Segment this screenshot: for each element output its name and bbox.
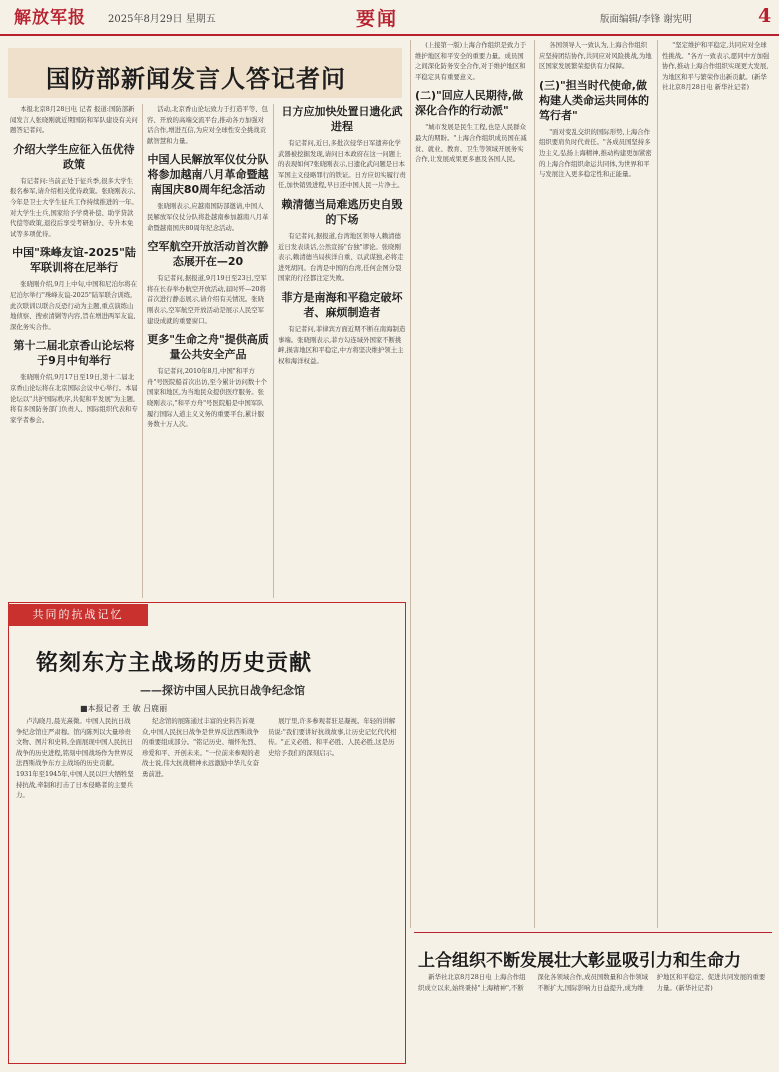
bottom-article-body <box>418 972 768 1066</box>
subhead-south-china-sea: 菲方是南海和平稳定破坏者、麻烦制造者 <box>281 290 403 319</box>
headline: 国防部新闻发言人答记者问 <box>46 65 346 93</box>
feature-byline: ■本报记者 王 敏 吕鹿丽 <box>80 704 168 713</box>
paragraph: 张晓刚表示,应越南国防部邀请,中国人民解放军仪仗分队将赴越南参加越南八月革命暨越南国庆80周年纪念活动。 <box>147 202 269 232</box>
bottom-article-title: 上合组织不断发展壮大彰显吸引力和生命力 <box>418 951 741 971</box>
section-divider <box>414 932 772 933</box>
feature-column-2 <box>142 716 260 1056</box>
page-number: 4 <box>758 5 772 27</box>
feature-column-3 <box>268 716 398 1056</box>
paragraph: 纪念馆的展陈通过丰富的史料告诉观众,中国人民抗日战争是世界反法西斯战争的重要组成部分。"铭记历史、缅怀先烈、珍爱和平、开创未来。"一位前来参观的老战士说,伟大抗战精神永远激励中华儿女奋勇前进。 <box>142 717 260 778</box>
paragraph: 有记者问,近日,多批次侵华日军遗弃化学武器被挖掘发现,请问日本政府在这一问题上的表现如何?张晓刚表示,日遗化武问题是日本军国主义侵略罪行的铁证。日方应切实履行责任,加快销毁进程,早日还中国人民一片净土。 <box>278 139 406 190</box>
feature-title: 铭刻东方主战场的历史贡献 <box>36 651 313 676</box>
subhead-conscription: 介绍大学生应征入伍优待政策 <box>13 142 135 171</box>
headline-banner <box>8 48 402 98</box>
column-divider <box>273 104 274 598</box>
subhead-era-mission: (三)"担当时代使命,做构建人类命运共同体的笃行者" <box>539 78 649 122</box>
article-column-2 <box>147 104 269 599</box>
feature-subtitle: ——探访中国人民抗日战争纪念馆 <box>140 684 305 697</box>
paragraph: 有记者问,据报道,9月19日至23日,空军将在长春举办航空开放活动,届时歼—20将首次进行静态展示,请介绍有关情况。张晓刚表示,空军航空开放活动是展示人民空军建设成就的重要窗口。 <box>147 274 267 325</box>
article-column-4 <box>415 40 529 926</box>
subhead-airshow: 空军航空开放活动首次静态展开在—20 <box>147 240 269 269</box>
paragraph: "城市发展是民生工程,也是人民群众最大的期盼。"上海合作组织成员国在减贫、就业、教育、卫生等领域开展务实合作,让发展成果更多惠及各国人民。 <box>415 123 527 164</box>
paragraph: (上接第一版)上海合作组织是致力于维护地区和平安全的重要力量。成员国之间深化防务安全合作,对于维护地区和平稳定具有重要意义。 <box>415 41 527 81</box>
paragraph: 有记者问,菲律宾方面近期不断在南海制造事端。张晓刚表示,菲方勾连域外国家不断挑衅,损害地区和平稳定,中方将坚决维护领土主权和海洋权益。 <box>278 324 406 365</box>
paragraph: "面对变乱交织的国际形势,上海合作组织要肩负时代责任。"各成员国坚持多边主义,弘扬上海精神,推动构建更加紧密的上海合作组织命运共同体,为世界和平与发展注入更多稳定性和正能量。 <box>539 127 652 179</box>
paragraph: "坚定维护和平稳定,共同应对全球性挑战。"各方一致表示,愿同中方加强协作,推动上海合作组织实现更大发展,为地区和平与繁荣作出新贡献。(新华社北京8月28日电 新华社记者) <box>662 41 770 92</box>
section-title: 要闻 <box>356 8 399 30</box>
paragraph: 各国领导人一致认为,上海合作组织应坚持团结协作,共同应对风险挑战,为地区国家发展繁荣提供有力保障。 <box>539 41 652 71</box>
paragraph: 有记者问:当前正处于征兵季,很多大学生报名参军,请介绍相关优待政策。张晓刚表示,今年是卫士大学生征兵工作持续推进的一年。对大学生士兵,国家给予学费补偿、助学贷款代偿等政策,退役后享受考研加分、专升本免试等多项优待。 <box>10 176 138 238</box>
article-column-5 <box>539 40 653 926</box>
feature-tag: 共同的抗战记忆 <box>8 604 148 626</box>
subhead-people-expectation: (二)"回应人民期待,做深化合作的行动派" <box>415 89 523 118</box>
subhead-taiwan: 赖清德当局难逃历史自毁的下场 <box>281 197 403 226</box>
column-divider <box>410 40 411 928</box>
column-divider <box>534 40 535 928</box>
column-divider <box>142 104 143 598</box>
paragraph: 活动,北京香山论坛致力于打造平等、包容、开放的高端交流平台,推动各方加强对话合作,增进互信,为应对全球性安全挑战贡献智慧和力量。 <box>147 105 268 145</box>
subhead-nepal-exercise: 中国"珠峰友谊-2025"陆军联训将在尼举行 <box>12 246 136 275</box>
feature-column-1 <box>16 716 134 1056</box>
newspaper-logo: 解放军报 <box>14 8 86 28</box>
subhead-peace-ark: 更多"生命之舟"提供高质量公共安全产品 <box>147 333 269 362</box>
article-column-6 <box>662 40 772 926</box>
subhead-honor-guard: 中国人民解放军仪仗分队将参加越南八月革命暨越南国庆80周年纪念活动 <box>147 153 269 197</box>
column-divider <box>657 40 658 928</box>
intro-paragraph: 本报北京8月28日电 记者 报道:国防部新闻发言人张晓刚就近期国防和军队建设有关问题答记者问。 <box>10 105 138 135</box>
subhead-xiangshan-forum: 第十二届北京香山论坛将于9月中旬举行 <box>13 339 135 368</box>
page-editors: 版面编辑/李锋 谢宪明 <box>600 14 692 25</box>
issue-date: 2025年8月29日 星期五 <box>108 14 216 25</box>
article-column-3 <box>278 104 406 599</box>
paragraph: 有记者问,据报道,台湾地区领导人赖清德近日发表谈话,公然宣扬"台独"谬论。张晓刚表示,赖清德当局挟洋自重、以武谋独,必将走进死胡同。台湾是中国的台湾,任何企图分裂国家的行径都注定失败。 <box>278 231 404 283</box>
paragraph: 卢沟晓月,晨光熹微。中国人民抗日战争纪念馆庄严肃穆。馆内陈列以大量珍贵文物、图片和史料,全面展现中国人民抗日战争的历史进程,铭刻中国战场作为世界反法西斯战争东方主战场的历史贡献。1931年至1945年,中国人民以巨大牺牲坚持抗战,牵制和打击了日本侵略者的主要兵力。 <box>16 717 134 800</box>
paragraph: 新华社北京8月28日电 上海合作组织成立以来,始终秉持"上海精神",不断深化各领域合作,成员国数量和合作领域不断扩大,国际影响力日益提升,成为维护地区和平稳定、促进共同发展的重要力量。(新华社记者) <box>418 973 766 992</box>
masthead-divider <box>0 34 779 36</box>
article-column-1 <box>10 104 138 599</box>
paragraph: 展厅里,许多参观者驻足凝视。年轻的讲解员说:"我们要讲好抗战故事,让历史记忆代代相传。"正义必胜、和平必胜、人民必胜,这是历史给予我们的深刻启示。 <box>268 717 397 757</box>
paragraph: 有记者问,2010年8月,中国"和平方舟"号医院船首次出访,至今累计访问数十个国家和地区,为当地民众提供医疗服务。张晓刚表示,"和平方舟"号医院船是中国军队履行国际人道主义义务的重要平台,累计服务数十万人次。 <box>147 367 268 429</box>
paragraph: 张晓刚介绍,9月17日至19日,第十二届北京香山论坛将在北京国际会议中心举行。本届论坛以"共护国际秩序,共促和平发展"为主题,将有多国防务部门负责人、国际组织代表和专家学者参会。 <box>10 373 138 424</box>
subhead-chemical-weapons: 日方应加快处置日遗化武进程 <box>281 105 403 133</box>
paragraph: 张晓刚介绍,9月上中旬,中国和尼泊尔将在尼泊尔举行"珠峰友谊-2025"陆军联合训练,此次联训以联合反恐行动为主题,重点演练山地侦察、搜索清剿等内容,旨在增进两军友谊,深化务实合作。 <box>10 280 138 331</box>
